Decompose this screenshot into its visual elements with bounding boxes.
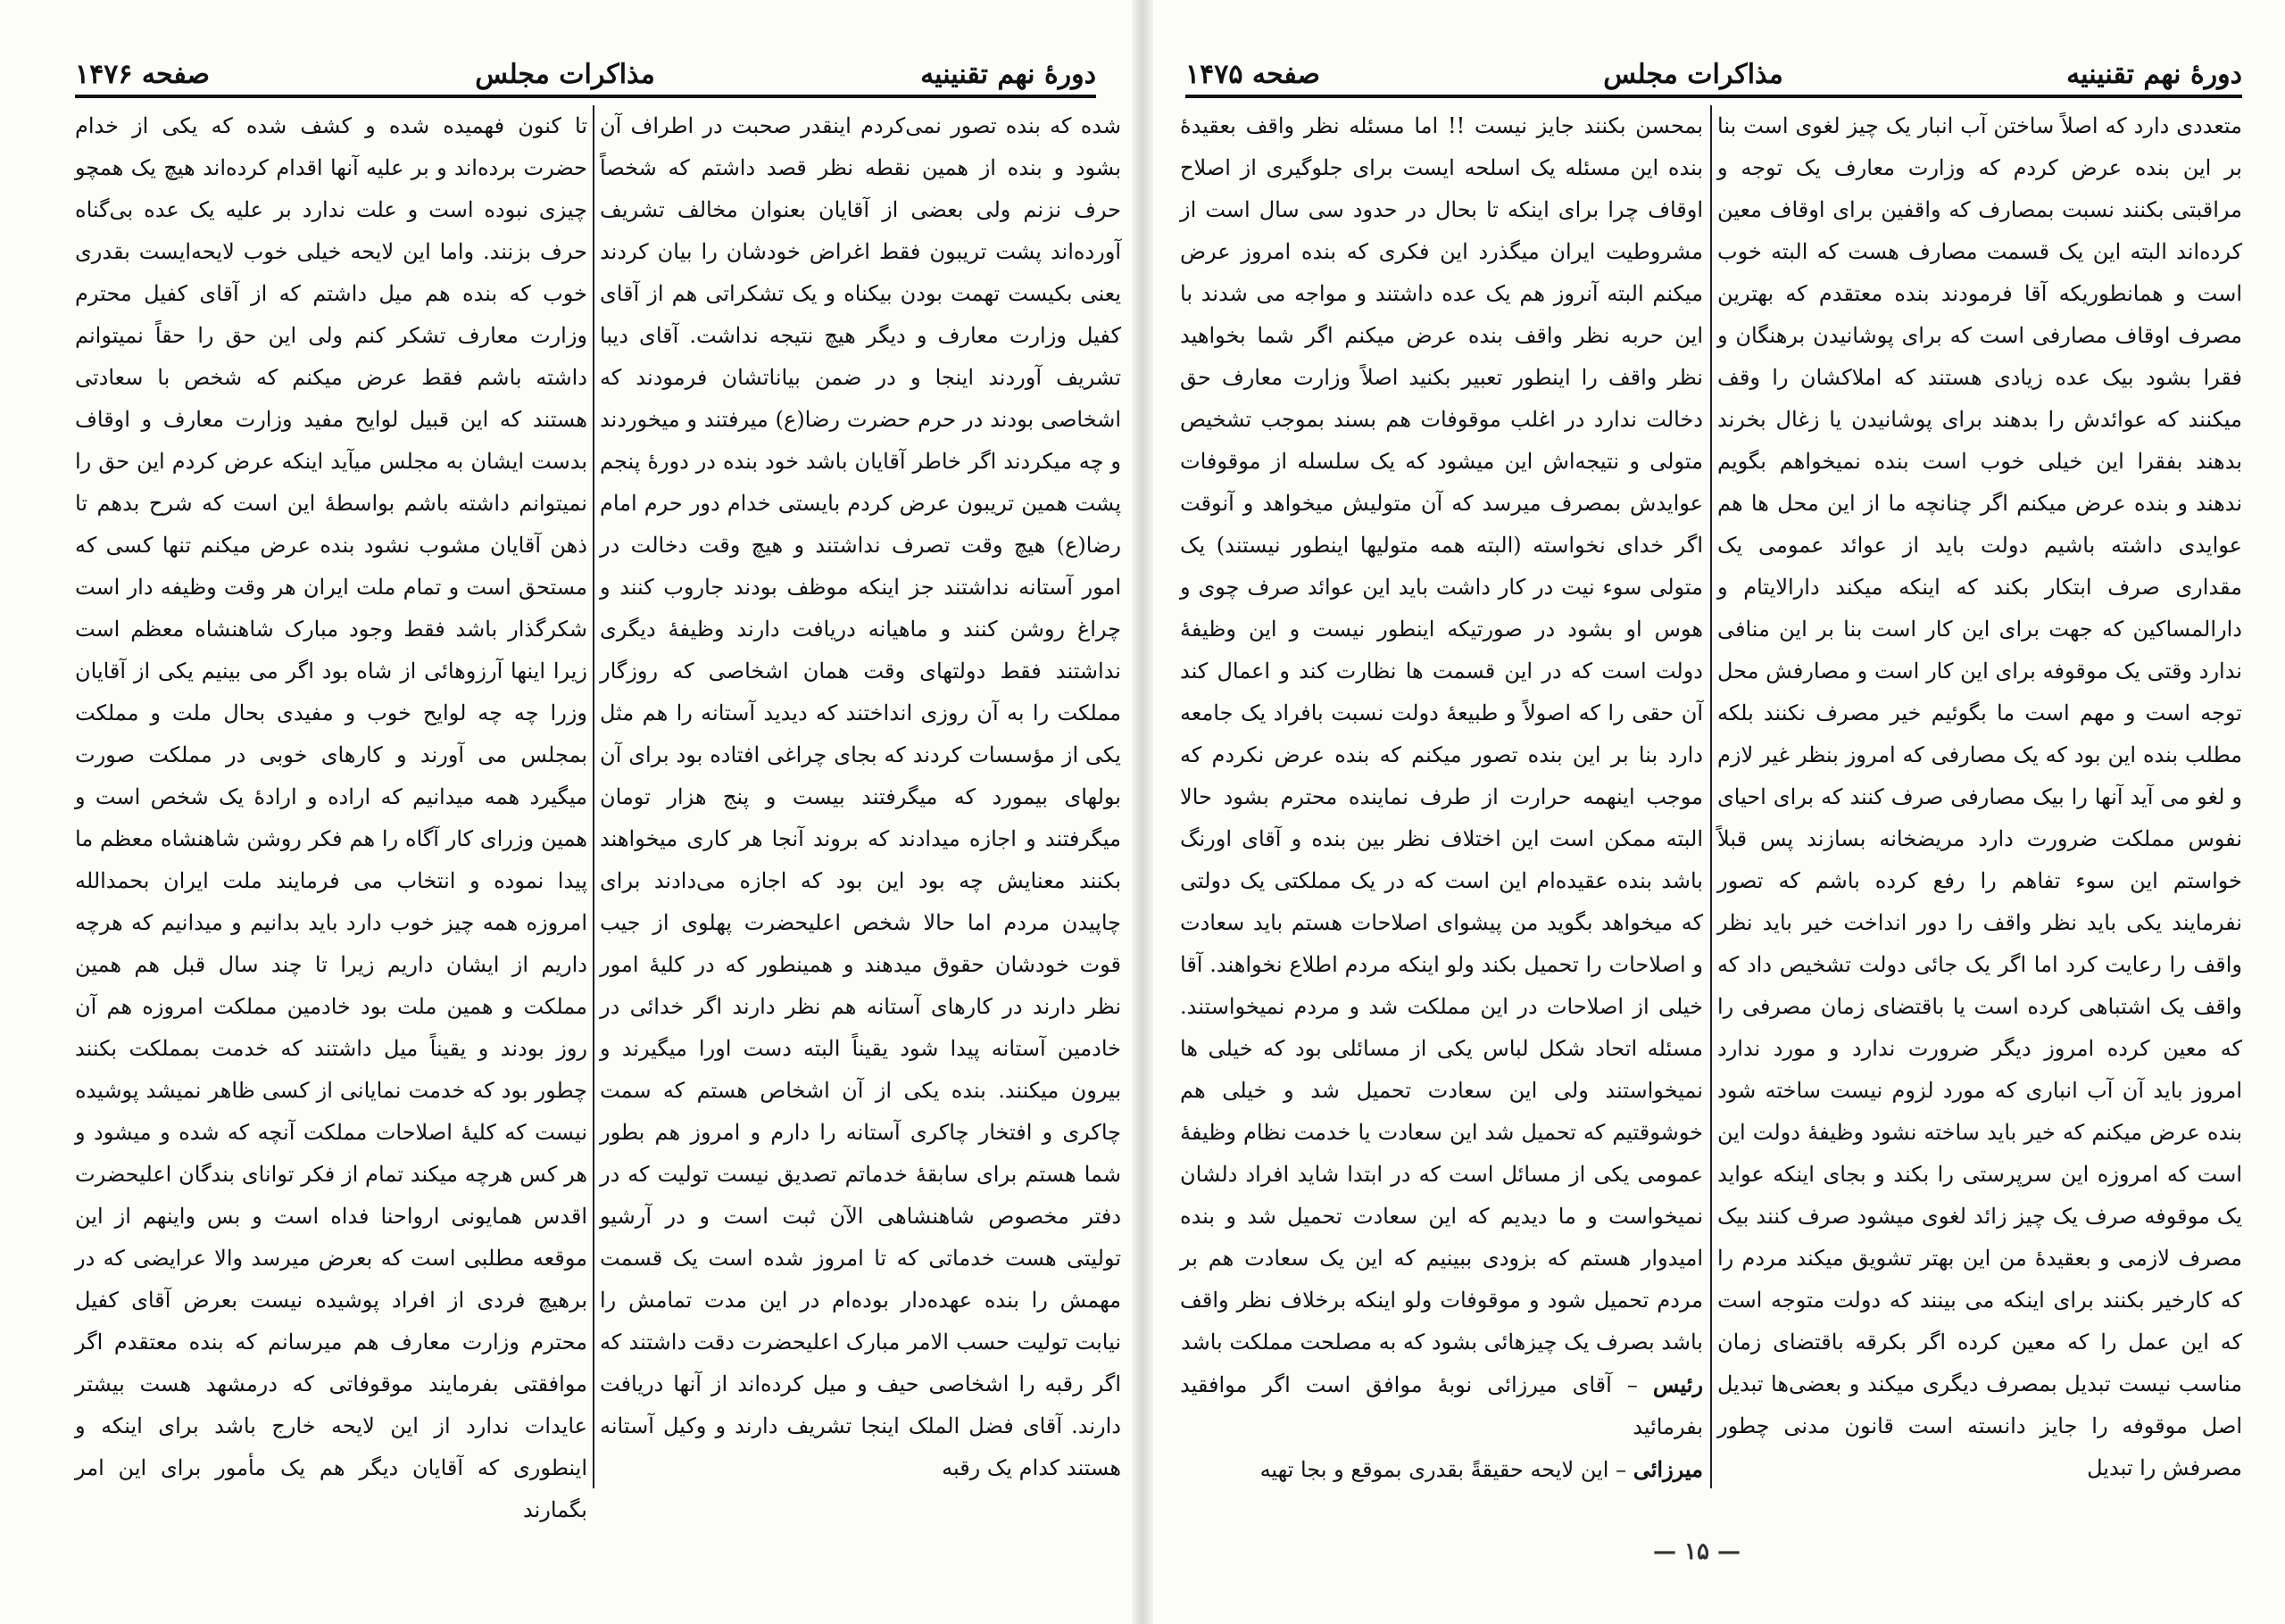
left-page xyxy=(0,0,1132,1624)
text-column-right xyxy=(1717,105,2242,1497)
column-text: بمحسن بکنند جایز نیست !! اما مسئله نظر واقف بعقیدهٔ بنده این مسئله یک اسلحه ایست برای جلوگیری از اصلاح اوقاف چرا برای اینکه تا بحال در حدود سی سال است از مشروطیت ایران میگذرد این فکری که بنده امروز عرض میکنم البته آنروز هم یک عده داشتند و مواجه می شدند با این حربه نظر واقف بنده عرض میکنم اگر شما بخواهید نظر واقف را اینطور تعبیر بکنید اصلاً وزارت معارف حق دخالت ندارد در اغلب موقوفات هم بسند بموجب تشخیص متولی و نتیجه‌اش این میشود که یک سلسله از موقوفات عوایدش بمصرف میرسد که آن متولیش میخواهد و آنوقت اگر خدای نخواسته (البته همه متولیها اینطور نیستند) یک متولی سوء نیت در کار داشت باید این عوائد صرف چوی و هوس او بشود در صورتیکه اینطور نیست و این وظیفهٔ دولت است که در این قسمت ها نظارت کند و اعمال کند آن حقی را که اصولاً و طبیعهٔ دولت نسبت بافراد یک جامعه دارد بنا بر این بنده تصور میکنم که بنده عرض نکردم که موجب اینهمه حرارت از طرف نماینده محترم بشود حالا البته ممکن است این اختلاف نظر بین بنده و آقای اورنگ باشد بنده عقیده‌ام این است که در یک مملکتی یک دولتی که میخواهد بگوید من پیشوای اصلاحات هستم باید سعادت و اصلاحات را تحمیل بکند ولو اینکه مردم اطلاع نخواهند. آقا خیلی از اصلاحات در این مملکت شد و مردم نمیخواستند. مسئله اتحاد شکل لباس یکی از مسائلی بود که خیلی ها نمیخواستند ولی این سعادت تحمیل شد و خیلی هم خوشوقتیم که تحمیل شد این سعادت یا خدمت نظام وظیفهٔ عمومی یکی از مسائل است که در ابتدا شاید افراد دلشان نمیخواست و ما دیدیم که این سعادت تحمیل شد و بنده امیدوار هستم که بزودی ببینیم که این یک سعادت هم بر مردم تحمیل شود و موقوفات ولو اینکه برخلاف نظر واقف باشد بصرف یک چیزهائی بشود که به مصلحت مملکت باشد xyxy=(1180,113,1703,1355)
running-head xyxy=(75,52,1096,93)
page-number: صفحه ۱۴۷۵ xyxy=(1185,59,1320,90)
speaker-name: رئیس xyxy=(1652,1371,1703,1397)
session-term: دورهٔ نهم تقنینیه xyxy=(920,59,1096,90)
text-column-right xyxy=(600,105,1121,1497)
column-divider xyxy=(593,105,594,1488)
column-divider xyxy=(1710,105,1712,1488)
speech-text: – آقای میرزائی نوبهٔ موافق است اگر موافقید بفرمائید xyxy=(1180,1372,1703,1439)
header-rule xyxy=(75,95,1096,98)
column-text: تا کنون فهمیده شده و کشف شده که یکی از خدام حضرت برده‌اند و بر علیه آنها اقدام کرده‌اند هیچ یک همچو چیزی نبوده است و علت ندارد بر علیه یک عده بی‌گناه حرف بزنند. واما این لایحه خیلی خوب لایحه‌ایست بقدری خوب که بنده هم میل داشتم که از آقای کفیل محترم وزارت معارف تشکر کنم ولی این حق را حقاً نمیتوانم داشته باشم فقط عرض میکنم که شخص با سعادتی هستند که این قبیل لوایح مفید وزارت معارف و اوقاف بدست ایشان به مجلس میآید اینکه عرض کردم این حق را نمیتوانم داشته باشم بواسطهٔ این است که شرح بدهم تا ذهن آقایان مشوب نشود بنده عرض میکنم تنها کسی که مستحق است و تمام ملت ایران هر وقت وظیفه دار است شکرگذار باشد فقط وجود مبارک شاهنشاه معظم است زیرا اینها آرزوهائی از شاه بود اگر می بینیم یکی از آقایان وزرا چه چه لوایح خوب و مفیدی بحال ملت و مملکت بمجلس می آورند و کارهای خوبی در مملکت صورت میگیرد همه میدانیم که اراده و ارادهٔ یک شخص است و همین وزرای کار آگاه را هم فکر روشن شاهنشاه معظم ما پیدا نموده و انتخاب می فرمایند ملت ایران بحمدالله امروزه همه چیز خوب دارد باید بدانیم و میدانیم که هرچه داریم از ایشان داریم زیرا تا چند سال قبل هم همین مملکت و همین ملت بود خادمین مملکت امروزه هم آن روز بودند و یقیناً میل داشتند که خدمت بمملکت بکنند چطور بود که خدمت نمایانی از کسی ظاهر نمیشد پوشیده نیست که کلیهٔ اصلاحات مملکت آنچه که شده و میشود و هر کس هرچه میکند تمام از فکر توانای بندگان اعلیحضرت اقدس همایونی ارواحنا فداه است و بس واینهم از این موقعه مطلبی است که بعرض میرسد والا عرایضی که در برهیچ فردی از افراد پوشیده نیست بعرض آقای کفیل محترم وزارت معارف هم میرسانم که بنده معتقدم اگر موافقتی بفرمایند موقوفاتی که درمشهد هست بیشتر عایدات ندارد از این لایحه خارج باشد برای اینکه و اینطوری که آقایان دیگر هم یک مأمور برای این امر بگمارند xyxy=(75,113,588,1522)
column-text: متعددی دارد که اصلاً ساختن آب انبار یک چیز لغوی است بنا بر این بنده عرض کردم که وزارت معارف یک توجه و مراقبتی بکنند نسبت بمصارف که واقفین برای اوقاف معین کرده‌اند البته این یک قسمت مصارف هست که البته خوب است و همانطوریکه آقا فرمودند بنده معتقدم که بهترین مصرف اوقاف مصارفی است که برای پوشانیدن برهنگان و فقرا بشود بیک عده زیادی هستند که املاکشان را وقف میکنند که عوائدش را بدهند برای پوشانیدن یا زغال بخرند بدهند بفقرا این خیلی خوب است بنده نمیخواهم بگویم ندهند و بنده عرض میکنم اگر چنانچه ما از این محل ها هم عوایدی داشته باشیم دولت باید از عوائد عمومی یک مقداری صرف ابتکار بکند که اینکه میکند دارالایتام و دارالمساکین که جهت برای این کار است بنا بر این منافی ندارد وقتی یک موقوفه برای این کار است و مصارفش محل توجه است و مهم است ما بگوئیم خیر مصرف نکنند بلکه مطلب بنده این بود که یک مصارفی که امروز بنظر غیر لازم و لغو می آید آنها را بیک مصارفی صرف کنند که برای احیای نفوس مملکت ضرورت دارد مریضخانه بسازند پس قبلاً خواستم این سوء تفاهم را رفع کرده باشم که تصور نفرمایند یکی باید نظر واقف را دور انداخت خیر باید نظر واقف را رعایت کرد اما اگر یک جائی دولت تشخیص داد که واقف یک اشتباهی کرده است یا باقتضای زمان مصرفی را که معین کرده امروز دیگر ضرورت ندارد و مورد ندارد امروز باید آن آب انباری که مورد لزوم نیست ساخته شود بنده عرض میکنم که خیر باید ساخته نشود وظیفهٔ دولت این است که امروزه این سرپرستی را بکند و بجای اینکه عواید یک موقوفه صرف یک چیز زائد لغوی میشود صرف کنند بیک مصرف لازمی و بعقیدهٔ من این بهتر تشویق میکند مردم را که کارخیر بکنند برای اینکه می بینند که دولت متوجه است که این عمل را که معین کرده اگر بکرقه باقتضای زمان مناسب نیست تبدیل بمصرف دیگری میکند و بعضی‌ها تبدیل اصل موقوفه را جایز دانسته است قانون مدنی چطور مصرفش را تبدیل xyxy=(1717,113,2242,1480)
speaker-name: میرزائی xyxy=(1633,1456,1703,1482)
right-page xyxy=(1153,0,2285,1624)
session-term: دورهٔ نهم تقنینیه xyxy=(2066,59,2242,90)
page-number: صفحه ۱۴۷۶ xyxy=(75,59,210,90)
speech-text: – این لایحه حقیقةً بقدری بموقع و بجا تهیه xyxy=(1259,1457,1633,1482)
book-gutter xyxy=(1132,0,1153,1624)
running-head xyxy=(1185,52,2242,93)
publication-title: مذاکرات مجلس xyxy=(475,59,655,90)
folio-number: — ۱۵ — xyxy=(1653,1538,1741,1565)
speech-paragraph xyxy=(1180,1448,1703,1491)
column-text: شده که بنده تصور نمی‌کردم اینقدر صحبت در اطراف آن بشود و بنده از همین نقطه نظر قصد داشتم که شخصاً حرف نزنم ولی بعضی از آقایان بعنوان مخالف تشریف آورده‌اند پشت تریبون فقط اغراض خودشان را بیان کردند یعنی بکیست تهمت بودن بیکناه و یک تشکراتی هم از آقای کفیل وزارت معارف و دیگر هیچ نتیجه نداشت. آقای دیبا تشریف آوردند اینجا و در ضمن بیاناتشان فرمودند که اشخاصی بودند در حرم حضرت رضا(ع) میرفتند و میخوردند و چه میکردند اگر خاطر آقایان باشد خود بنده در دورهٔ پنجم پشت همین تریبون عرض کردم بایستی خدام دور حرم امام رضا(ع) هیچ وقت تصرف نداشتند و هیچ وقت دخالت در امور آستانه نداشتند جز اینکه موظف بودند جاروب کنند و چراغ روشن کنند و ماهیانه دریافت دارند وظیفهٔ دیگری نداشتند فقط دولتهای وقت همان اشخاصی که روزگار مملکت را به آن روزی انداختند که دیدید آستانه را هم مثل یکی از مؤسسات کردند که بجای چراغی افتاده بود برای آن بولهای بیمورد که میگرفتند بیست و پنج هزار تومان میگرفتند و اجازه میدادند که بروند آنجا هر کاری میخواهند بکنند معنایش چه بود این بود که اجازه می‌دادند برای چاپیدن مردم اما حالا شخص اعلیحضرت پهلوی از جیب قوت خودشان حقوق میدهند و همینطور که در کلیهٔ امور نظر دارند در کارهای آستانه هم نظر دارند اگر خدائی در خادمین آستانه پیدا شود یقیناً البته دست اورا میگیرند و بیرون میکنند. بنده یکی از آن اشخاص هستم که سمت چاکری و افتخار چاکری آستانه را دارم و امروز هم بطور شما هستم برای سابقهٔ خدماتم تصدیق نیست تولیت که در دفتر مخصوص شاهنشاهی الآن ثبت است و در آرشیو تولیتی هست خدماتی که تا امروز شده است یک قسمت مهمش را بنده عهده‌دار بوده‌ام در این مدت تمامش را نیابت تولیت حسب الامر مبارک اعلیحضرت دقت داشتند که اگر رقبه را اشخاصی حیف و میل کرده‌اند از آنها دریافت دارند. آقای فضل الملک اینجا تشریف دارند و وکیل آستانه هستند کدام یک رقبه xyxy=(600,113,1122,1480)
publication-title: مذاکرات مجلس xyxy=(1603,59,1783,90)
header-rule xyxy=(1185,95,2242,98)
text-column-left xyxy=(75,105,588,1522)
text-column-left xyxy=(1180,105,1703,1497)
speech-paragraph xyxy=(1180,1363,1703,1448)
